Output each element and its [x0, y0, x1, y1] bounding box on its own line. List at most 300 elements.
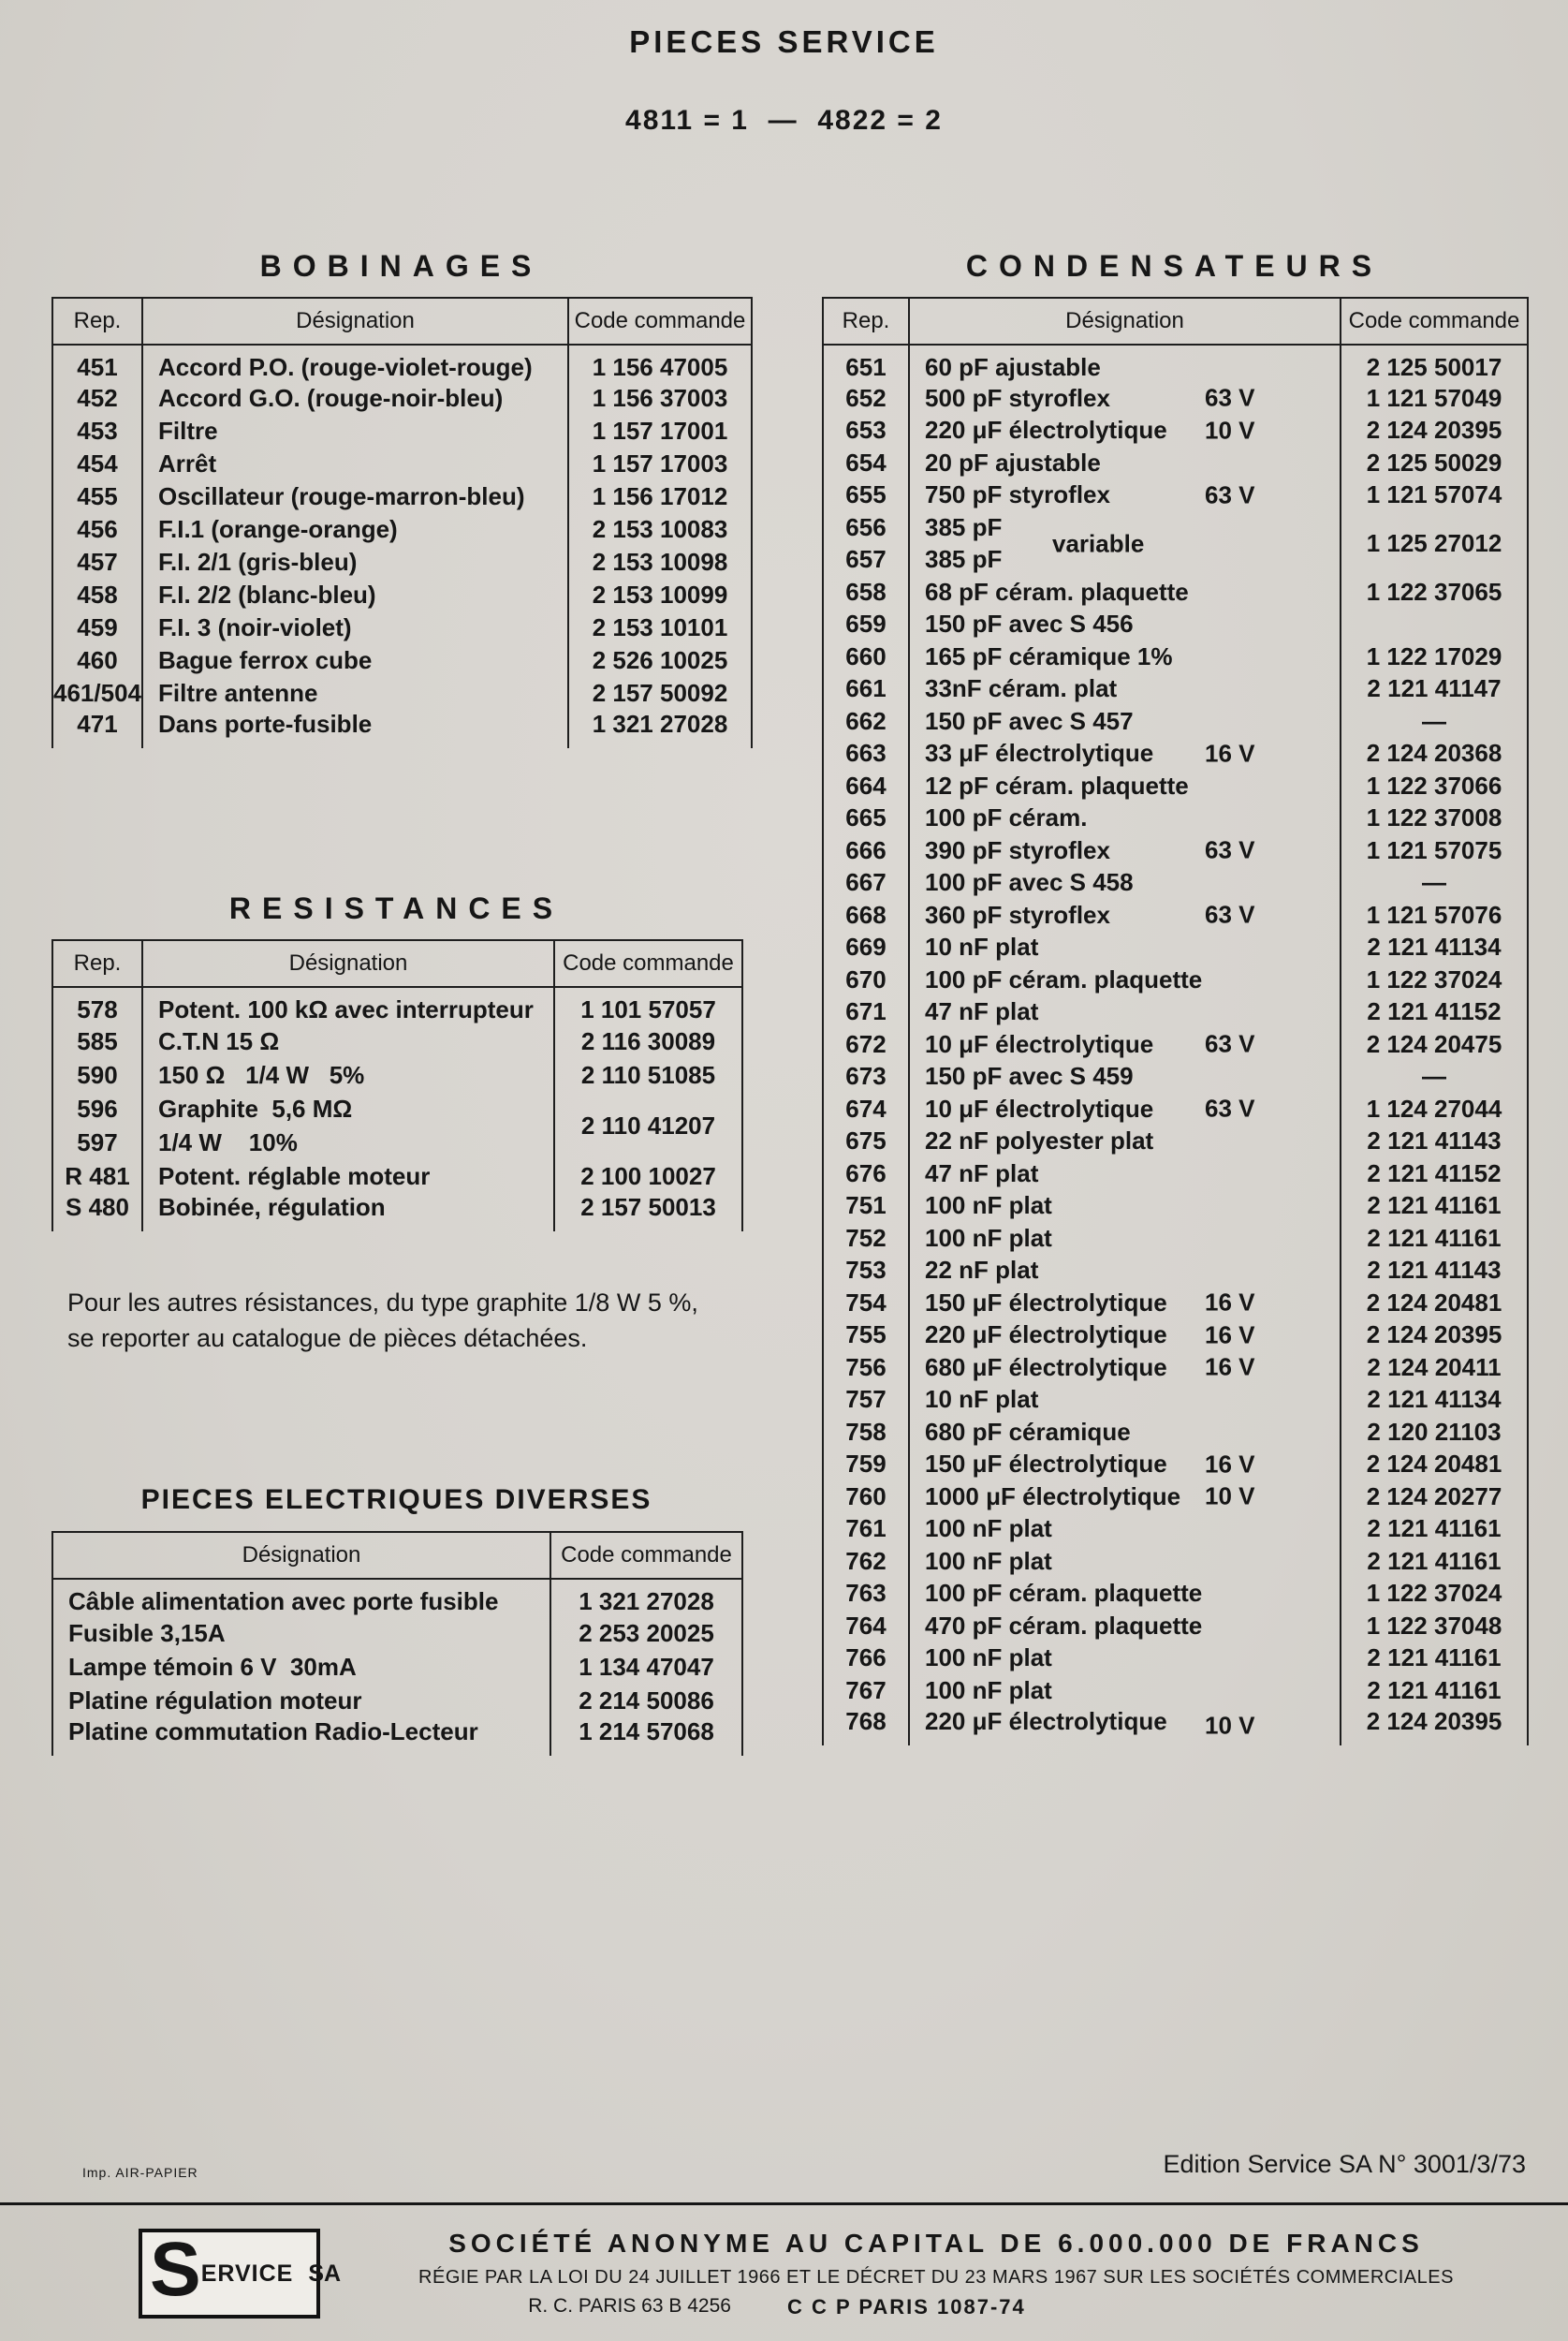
voltage-text: 63 V — [1205, 480, 1255, 509]
cell-code: 2 153 10098 — [568, 546, 752, 579]
cell-d — [52, 1684, 550, 1717]
designation-text: 10 nF plat — [925, 1385, 1039, 1414]
table-row — [52, 677, 752, 710]
cell-code: 2 121 41161 — [1341, 1545, 1528, 1578]
cell-rep: 658 — [823, 576, 909, 609]
cell-code: 1 134 47047 — [550, 1650, 742, 1684]
cell-rep: 673 — [823, 1061, 909, 1094]
footer-capital-line: SOCIÉTÉ ANONYME AU CAPITAL DE 6.000.000 DE FRANCS — [448, 2229, 1424, 2258]
cell-d — [142, 611, 568, 644]
cell-code: — — [1341, 1061, 1528, 1094]
designation-text: 680 pF céramique — [925, 1417, 1131, 1446]
cell-rep: 669 — [823, 932, 909, 964]
cell-d — [52, 1717, 550, 1756]
cell-d — [909, 996, 1341, 1029]
table-row — [823, 1157, 1528, 1190]
cell-code: 1 214 57068 — [550, 1717, 742, 1756]
table-row — [823, 834, 1528, 867]
footer-company-info — [337, 2229, 1535, 2319]
table-row — [52, 448, 752, 480]
cell-d — [142, 546, 568, 579]
designation-text: F.I. 2/2 (blanc-bleu) — [158, 581, 376, 609]
table-row — [823, 964, 1528, 996]
cell-rep: 767 — [823, 1674, 909, 1707]
cell-d — [909, 1319, 1341, 1352]
cell-rep: 459 — [52, 611, 142, 644]
designation-text: 10 μF électrolytique — [925, 1029, 1154, 1058]
designation-text: 100 nF plat — [925, 1191, 1052, 1220]
cell-rep: 752 — [823, 1222, 909, 1255]
table-row — [823, 415, 1528, 448]
resistances-note — [67, 1285, 698, 1356]
table-row — [823, 738, 1528, 771]
logo-text-ervice: ERVICE — [200, 2260, 294, 2287]
cell-d — [142, 644, 568, 677]
cell-rep: 756 — [823, 1351, 909, 1384]
table-row — [823, 1480, 1528, 1513]
designation-text: Platine commutation Radio-Lecteur — [68, 1717, 478, 1745]
cell-d — [142, 1092, 554, 1126]
cell-rep: 768 — [823, 1707, 909, 1745]
cell-code: 1 157 17001 — [568, 415, 752, 448]
cell-code: 2 121 41134 — [1341, 1384, 1528, 1417]
cell-rep: 761 — [823, 1513, 909, 1546]
designation-text: 33 μF électrolytique — [925, 739, 1154, 768]
voltage-text: 16 V — [1205, 739, 1255, 768]
cell-d — [909, 345, 1341, 382]
table-row — [823, 673, 1528, 706]
designation-text: 20 pF ajustable — [925, 448, 1101, 477]
designation-text: Câble alimentation avec porte fusible — [68, 1587, 499, 1615]
voltage-text: 63 V — [1205, 1094, 1255, 1123]
designation-text: 220 μF électrolytique — [925, 416, 1167, 445]
table-row — [823, 447, 1528, 479]
designation-text: 33nF céram. plat — [925, 674, 1118, 703]
cell-d — [909, 479, 1341, 512]
footer-ccp-paris: C C P PARIS 1087-74 — [786, 2295, 1026, 2319]
designation-text: 150 pF avec S 457 — [925, 706, 1134, 735]
cell-d — [909, 1513, 1341, 1546]
cell-d — [909, 1061, 1341, 1094]
table-row — [823, 1319, 1528, 1352]
table-row — [823, 1351, 1528, 1384]
cell-code: 2 124 20481 — [1341, 1449, 1528, 1481]
voltage-text: 16 V — [1205, 1288, 1255, 1317]
cell-code: 2 124 20395 — [1341, 1319, 1528, 1352]
voltage-text: 63 V — [1205, 835, 1255, 864]
cell-rep: 456 — [52, 513, 142, 546]
table-row — [52, 611, 752, 644]
cell-rep: 662 — [823, 705, 909, 738]
cell-code: 1 122 37008 — [1341, 802, 1528, 835]
printer-imprint: Imp. AIR-PAPIER — [82, 2165, 198, 2180]
column-header: Désignation — [52, 1532, 550, 1579]
cell-code: 2 124 20411 — [1341, 1351, 1528, 1384]
column-header: Rep. — [52, 940, 142, 987]
cell-rep: 655 — [823, 479, 909, 512]
designation-text: Arrêt — [158, 449, 217, 478]
cell-d — [52, 1650, 550, 1684]
cell-d — [52, 1579, 550, 1616]
cell-d — [142, 513, 568, 546]
voltage-text: 63 V — [1205, 900, 1255, 929]
cell-code: 1 121 57049 — [1341, 382, 1528, 415]
footer-divider — [0, 2202, 1568, 2205]
page-title: PIECES SERVICE — [629, 24, 939, 59]
designation-text: 100 nF plat — [925, 1546, 1052, 1575]
table-row — [823, 1545, 1528, 1578]
cell-code: 2 121 41161 — [1341, 1674, 1528, 1707]
table-row — [823, 1610, 1528, 1642]
voltage-text: 16 V — [1205, 1320, 1255, 1349]
voltage-text: 10 V — [1205, 416, 1255, 445]
note-line-2: se reporter au catalogue de pièces détachées. — [67, 1324, 588, 1352]
table-row — [823, 1028, 1528, 1061]
table-row — [52, 382, 752, 415]
cell-rep: 766 — [823, 1642, 909, 1675]
cell-rep: 751 — [823, 1190, 909, 1223]
cell-code: 1 156 47005 — [568, 345, 752, 382]
designation-text: 150 μF électrolytique — [925, 1288, 1167, 1317]
cell-rep: 457 — [52, 546, 142, 579]
designation-text: 470 pF céram. plaquette — [925, 1611, 1203, 1640]
cell-d — [909, 770, 1341, 802]
cell-rep: 656 — [823, 511, 909, 544]
condensateurs-table — [822, 297, 1529, 1745]
cell-rep: 757 — [823, 1384, 909, 1417]
resistances-section — [51, 891, 741, 1231]
cell-code: 2 253 20025 — [550, 1616, 742, 1650]
table-row — [52, 1650, 742, 1684]
cell-d — [909, 1126, 1341, 1158]
designation-text: 100 nF plat — [925, 1643, 1052, 1672]
cell-code: 2 153 10083 — [568, 513, 752, 546]
table-row — [823, 1707, 1528, 1745]
cell-d — [909, 1642, 1341, 1675]
table-row — [823, 1126, 1528, 1158]
pieces-electriques-title: PIECES ELECTRIQUES DIVERSES — [140, 1484, 652, 1515]
designation-text: 10 μF électrolytique — [925, 1094, 1154, 1123]
cell-d — [142, 677, 568, 710]
table-row — [823, 1642, 1528, 1675]
cell-d — [909, 899, 1341, 932]
cell-code: 1 156 37003 — [568, 382, 752, 415]
cell-rep: 451 — [52, 345, 142, 382]
table-row — [52, 644, 752, 677]
designation-text: 100 pF céram. plaquette — [925, 964, 1203, 994]
table-row — [823, 1578, 1528, 1611]
cell-code: 2 121 41143 — [1341, 1126, 1528, 1158]
cell-d — [142, 1159, 554, 1193]
cell-code: 1 122 37066 — [1341, 770, 1528, 802]
designation-text: 680 μF électrolytique — [925, 1352, 1167, 1381]
designation-text: 750 pF styroflex — [925, 480, 1110, 509]
designation-text: 220 μF électrolytique — [925, 1320, 1167, 1349]
designation-text: Graphite 5,6 MΩ — [158, 1094, 353, 1123]
cell-code: 1 157 17003 — [568, 448, 752, 480]
cell-rep: 657 — [823, 544, 909, 577]
logo-letter-s: S — [150, 2227, 201, 2312]
cell-rep: 453 — [52, 415, 142, 448]
table-row — [823, 899, 1528, 932]
pieces-electriques-section — [51, 1484, 741, 1756]
cell-code: 2 153 10099 — [568, 579, 752, 611]
designation-text: Lampe témoin 6 V 30mA — [68, 1652, 357, 1681]
cell-d — [909, 415, 1341, 448]
designation-text: 47 nF plat — [925, 1158, 1039, 1187]
cell-code: 2 125 50017 — [1341, 345, 1528, 382]
table-row — [823, 932, 1528, 964]
table-row — [823, 1449, 1528, 1481]
designation-text: C.T.N 15 Ω — [158, 1026, 280, 1055]
cell-code: 2 157 50092 — [568, 677, 752, 710]
cell-rep: 666 — [823, 834, 909, 867]
edition-note: Edition Service SA N° 3001/3/73 — [1163, 2150, 1526, 2178]
designation-text: 60 pF ajustable — [925, 353, 1101, 381]
bobinages-section — [51, 249, 751, 748]
designation-text: Bobinée, régulation — [158, 1193, 386, 1221]
cell-rep: 578 — [52, 987, 142, 1024]
cell-d — [142, 382, 568, 415]
designation-text: Dans porte-fusible — [158, 710, 373, 738]
cell-d — [909, 544, 1341, 577]
table-row — [52, 987, 742, 1024]
designation-text: 500 pF styroflex — [925, 383, 1110, 412]
column-header: Code commande — [550, 1532, 742, 1579]
cell-code: 1 122 37065 — [1341, 576, 1528, 609]
designation-text: 1000 μF électrolytique — [925, 1481, 1181, 1510]
cell-code: 2 121 41161 — [1341, 1190, 1528, 1223]
cell-rep: 652 — [823, 382, 909, 415]
cell-d — [142, 987, 554, 1024]
cell-d — [909, 1384, 1341, 1417]
cell-rep: 663 — [823, 738, 909, 771]
designation-text: 150 μF électrolytique — [925, 1450, 1167, 1479]
table-row — [823, 802, 1528, 835]
bobinages-table — [51, 297, 753, 748]
table-row — [52, 1058, 742, 1092]
table-row — [823, 382, 1528, 415]
cell-code: 2 153 10101 — [568, 611, 752, 644]
cell-d — [52, 1616, 550, 1650]
table-row — [823, 1255, 1528, 1288]
column-header: Code commande — [1341, 298, 1528, 345]
table-row — [52, 1717, 742, 1756]
cell-code: 2 121 41143 — [1341, 1255, 1528, 1288]
cell-rep: 596 — [52, 1092, 142, 1126]
cell-d — [909, 1480, 1341, 1513]
cell-rep: 661 — [823, 673, 909, 706]
cell-rep: 671 — [823, 996, 909, 1029]
cell-d — [909, 1028, 1341, 1061]
cell-code: 2 121 41161 — [1341, 1222, 1528, 1255]
cell-code: 2 121 41152 — [1341, 1157, 1528, 1190]
cell-d — [909, 1545, 1341, 1578]
table-row — [823, 576, 1528, 609]
table-row — [52, 1024, 742, 1058]
designation-text: 12 pF céram. plaquette — [925, 771, 1189, 800]
note-line-1: Pour les autres résistances, du type graphite 1/8 W 5 %, — [67, 1288, 698, 1317]
cell-code: 2 120 21103 — [1341, 1416, 1528, 1449]
cell-code: 1 122 37024 — [1341, 964, 1528, 996]
cell-code: 1 122 17029 — [1341, 640, 1528, 673]
designation-text: 100 nF plat — [925, 1514, 1052, 1543]
footer-registration-line — [178, 2295, 1376, 2319]
table-row — [52, 1092, 742, 1126]
cell-d — [142, 710, 568, 748]
table-row — [52, 1684, 742, 1717]
cell-code: 2 214 50086 — [550, 1684, 742, 1717]
table-row — [52, 1193, 742, 1231]
table-row — [823, 1222, 1528, 1255]
header-row — [52, 940, 742, 987]
cell-rep: 454 — [52, 448, 142, 480]
designation-text: 150 pF avec S 456 — [925, 610, 1134, 639]
cell-code: 2 124 20475 — [1341, 1028, 1528, 1061]
designation-text: 385 pF — [925, 545, 1003, 574]
table-row — [823, 1384, 1528, 1417]
cell-rep: 758 — [823, 1416, 909, 1449]
designation-text: 68 pF céram. plaquette — [925, 577, 1189, 606]
designation-text: 220 μF électrolytique — [925, 1706, 1167, 1735]
cell-rep: 654 — [823, 447, 909, 479]
table-row — [52, 1616, 742, 1650]
cell-d — [909, 673, 1341, 706]
bobinages-title: BOBINAGES — [259, 249, 543, 283]
table-row — [52, 710, 752, 748]
cell-d — [142, 579, 568, 611]
table-row — [823, 609, 1528, 641]
annotation-text: variable — [1052, 529, 1145, 557]
cell-rep: 755 — [823, 1319, 909, 1352]
cell-d — [142, 1058, 554, 1092]
cell-rep: 660 — [823, 640, 909, 673]
cell-d — [909, 447, 1341, 479]
footer-law-line: RÉGIE PAR LA LOI DU 24 JUILLET 1966 ET LE DÉCRET DU 23 MARS 1967 SUR LES SOCIÉTÉS COMMERCIALES — [418, 2267, 1454, 2288]
header-row — [52, 1532, 742, 1579]
cell-code: 2 124 20395 — [1341, 1707, 1528, 1745]
designation-text: F.I. 2/1 (gris-bleu) — [158, 548, 358, 576]
cell-d — [909, 576, 1341, 609]
logo-text-sa: SA — [308, 2260, 342, 2287]
column-header: Code commande — [568, 298, 752, 345]
voltage-text: 63 V — [1205, 1029, 1255, 1058]
voltage-text: 10 V — [1205, 1481, 1255, 1510]
cell-code: 1 124 27044 — [1341, 1093, 1528, 1126]
designation-text: Oscillateur (rouge-marron-bleu) — [158, 482, 525, 510]
cell-rep: 664 — [823, 770, 909, 802]
footer-rc-paris: R. C. PARIS 63 B 4256 — [528, 2295, 731, 2317]
cell-code: 2 121 41161 — [1341, 1642, 1528, 1675]
designation-text: 385 pF — [925, 512, 1003, 541]
designation-text: Fusible 3,15A — [68, 1618, 226, 1647]
table-row — [823, 867, 1528, 900]
column-header: Rep. — [52, 298, 142, 345]
cell-d — [142, 448, 568, 480]
table-row — [52, 345, 752, 382]
cell-d — [142, 1193, 554, 1231]
cell-rep: S 480 — [52, 1193, 142, 1231]
designation-text: 22 nF plat — [925, 1256, 1039, 1285]
cell-code: 2 110 41207 — [554, 1092, 742, 1159]
cell-d — [909, 1416, 1341, 1449]
cell-code: 2 124 20368 — [1341, 738, 1528, 771]
designation-text: Filtre antenne — [158, 679, 318, 707]
column-header: Désignation — [909, 298, 1341, 345]
cell-rep: 458 — [52, 579, 142, 611]
cell-code: — — [1341, 705, 1528, 738]
cell-rep: R 481 — [52, 1159, 142, 1193]
designation-text: 100 pF céram. — [925, 803, 1088, 832]
resistances-table — [51, 939, 743, 1231]
cell-d — [909, 1707, 1341, 1745]
designation-text: 360 pF styroflex — [925, 900, 1110, 929]
cell-code: — — [1341, 867, 1528, 900]
cell-code: 2 110 51085 — [554, 1058, 742, 1092]
designation-text: Accord G.O. (rouge-noir-bleu) — [158, 384, 504, 412]
table-row — [823, 1190, 1528, 1223]
table-row — [823, 1061, 1528, 1094]
cell-code: 1 321 27028 — [550, 1579, 742, 1616]
cell-rep: 760 — [823, 1480, 909, 1513]
cell-d — [909, 738, 1341, 771]
cell-d — [909, 1093, 1341, 1126]
cell-d — [909, 802, 1341, 835]
designation-text: Potent. 100 kΩ avec interrupteur — [158, 995, 534, 1023]
cell-code: 2 125 50029 — [1341, 447, 1528, 479]
cell-rep: 460 — [52, 644, 142, 677]
designation-text: 165 pF céramique 1% — [925, 641, 1173, 670]
cell-code: 1 121 57074 — [1341, 479, 1528, 512]
designation-text: 150 Ω 1/4 W 5% — [158, 1060, 365, 1089]
cell-d — [909, 1578, 1341, 1611]
cell-d — [142, 1126, 554, 1159]
cell-d — [909, 1157, 1341, 1190]
designation-text: 100 nF plat — [925, 1675, 1052, 1704]
cell-code: 2 157 50013 — [554, 1193, 742, 1231]
cell-rep: 452 — [52, 382, 142, 415]
cell-rep: 668 — [823, 899, 909, 932]
cell-rep: 670 — [823, 964, 909, 996]
cell-code: 2 124 20277 — [1341, 1480, 1528, 1513]
cell-d — [909, 705, 1341, 738]
cell-d — [909, 867, 1341, 900]
cell-code: 2 124 20395 — [1341, 415, 1528, 448]
cell-rep: 675 — [823, 1126, 909, 1158]
table-row — [823, 996, 1528, 1029]
cell-code: 1 125 27012 — [1341, 511, 1528, 576]
cell-d — [909, 1351, 1341, 1384]
cell-rep: 651 — [823, 345, 909, 382]
cell-code: 2 121 41161 — [1341, 1513, 1528, 1546]
designation-text: 100 pF céram. plaquette — [925, 1579, 1203, 1608]
designation-text: Bague ferrox cube — [158, 646, 373, 674]
voltage-text: 63 V — [1205, 383, 1255, 412]
designation-text: 10 nF plat — [925, 933, 1039, 962]
page-subtitle: 4811 = 1 — 4822 = 2 — [625, 105, 943, 136]
cell-rep: 753 — [823, 1255, 909, 1288]
cell-code: 1 101 57057 — [554, 987, 742, 1024]
cell-d — [909, 1190, 1341, 1223]
cell-rep: 653 — [823, 415, 909, 448]
cell-d — [909, 1674, 1341, 1707]
table-row — [823, 479, 1528, 512]
designation-text: Filtre — [158, 417, 218, 445]
table-row — [823, 1416, 1528, 1449]
designation-text: Platine régulation moteur — [68, 1686, 362, 1715]
cell-d — [142, 415, 568, 448]
cell-code: 2 121 41134 — [1341, 932, 1528, 964]
